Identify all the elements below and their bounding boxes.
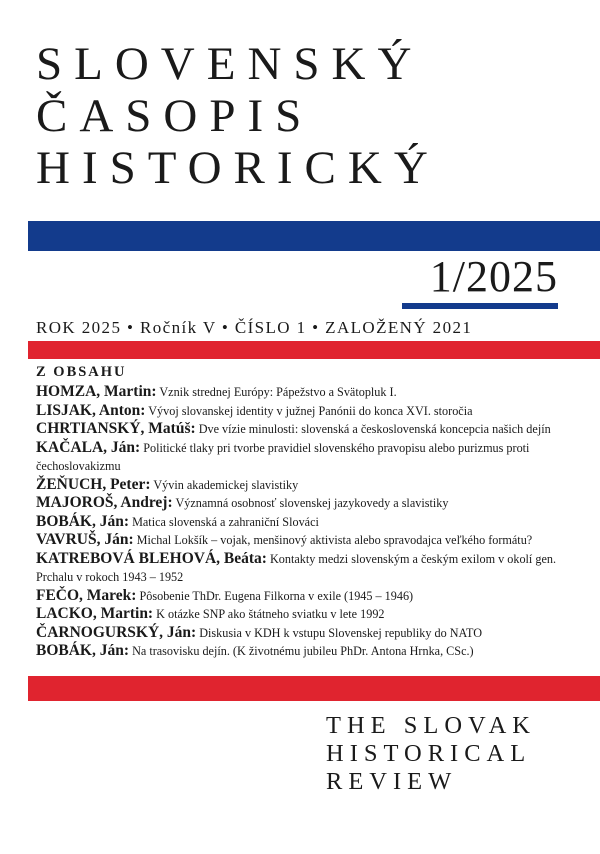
english-title-line-2: HISTORICAL — [326, 740, 532, 767]
contents-item-author: KATREBOVÁ BLEHOVÁ, Beáta: — [36, 549, 267, 567]
contents-item — [36, 402, 564, 421]
contents-list — [36, 383, 564, 661]
contents-item-title: Michal Lokšík – vojak, menšinový aktivista alebo spravodajca veľkého formátu? — [133, 533, 533, 547]
contents-item-title: Významná osobnosť slovenskej jazykovedy a slavistiky — [172, 496, 449, 510]
contents-item-author: ŽEŇUCH, Peter: — [36, 475, 151, 493]
english-title-line-1: THE SLOVAK — [326, 712, 536, 739]
contents-item-author: BOBÁK, Ján: — [36, 512, 130, 530]
publication-meta-line: ROK 2025 • Ročník V • ČÍSLO 1 • ZALOŽENÝ 2021 — [36, 318, 473, 337]
contents-heading: Z OBSAHU — [36, 364, 127, 380]
contents-item — [36, 383, 564, 402]
blue-band-issue-underline — [402, 303, 558, 309]
contents-item — [36, 420, 564, 439]
issue-number: 1/2025 — [429, 252, 558, 301]
contents-item-title: K otázke SNP ako štátneho sviatku v lete 1992 — [153, 607, 385, 621]
contents-item-author: KAČALA, Ján: — [36, 438, 141, 456]
blue-band-top — [28, 221, 600, 251]
red-band-lower — [28, 676, 600, 701]
contents-item-author: LACKO, Martin: — [36, 605, 154, 622]
journal-title-line-1: SLOVENSKÝ — [36, 38, 424, 90]
contents-item — [36, 531, 564, 550]
english-title — [326, 712, 536, 796]
contents-item-title: Vývoj slovanskej identity v južnej Panónii do konca XVI. storočia — [145, 403, 473, 418]
contents-item-author: FEČO, Marek: — [36, 586, 137, 604]
table-of-contents — [36, 364, 564, 661]
contents-item-author: BOBÁK, Ján: — [36, 642, 130, 659]
contents-item — [36, 439, 564, 476]
contents-item-author: HOMZA, Martin: — [36, 383, 157, 400]
contents-item-author: LISJAK, Anton: — [36, 401, 146, 419]
contents-item-title: Dve vízie minulosti: slovenská a československá koncepcia našich dejín — [195, 422, 551, 436]
english-title-line-3: REVIEW — [326, 768, 458, 795]
contents-item-author: MAJOROŠ, Andrej: — [36, 494, 173, 511]
contents-item-author: VAVRUŠ, Ján: — [36, 531, 134, 548]
contents-item — [36, 476, 564, 495]
contents-item-author: ČARNOGURSKÝ, Ján: — [36, 623, 197, 641]
contents-item-title: Politické tlaky pri tvorbe pravidiel slovenského pravopisu alebo purizmus proti čechoslovakizmu — [36, 440, 530, 473]
contents-item — [36, 624, 564, 643]
contents-item — [36, 494, 564, 513]
contents-item — [36, 642, 564, 661]
contents-item — [36, 587, 564, 606]
contents-item-title: Vznik strednej Európy: Pápežstvo a Svätopluk I. — [156, 385, 397, 399]
contents-item-title: Matica slovenská a zahraniční Slováci — [129, 514, 319, 529]
journal-title-line-3: HISTORICKÝ — [36, 142, 440, 194]
journal-title — [36, 38, 440, 194]
contents-item — [36, 513, 564, 532]
contents-item-title: Na trasovisku dejín. (K životnému jubileu PhDr. Antona Hrnka, CSc.) — [129, 644, 474, 658]
contents-item-title: Diskusia v KDH k vstupu Slovenskej republiky do NATO — [196, 625, 483, 640]
journal-title-line-2: ČASOPIS — [36, 90, 314, 142]
contents-item — [36, 550, 564, 587]
contents-item-title: Vývin akademickej slavistiky — [150, 477, 299, 492]
red-band-upper — [28, 341, 600, 359]
contents-item-author: CHRTIANSKÝ, Matúš: — [36, 420, 196, 437]
contents-item-title: Kontakty medzi slovenským a českým exilom v okolí gen. Prchalu v rokoch 1943 – 1952 — [36, 551, 557, 584]
contents-item-title: Pôsobenie ThDr. Eugena Filkorna v exile (1945 – 1946) — [136, 588, 414, 603]
contents-item — [36, 605, 564, 624]
